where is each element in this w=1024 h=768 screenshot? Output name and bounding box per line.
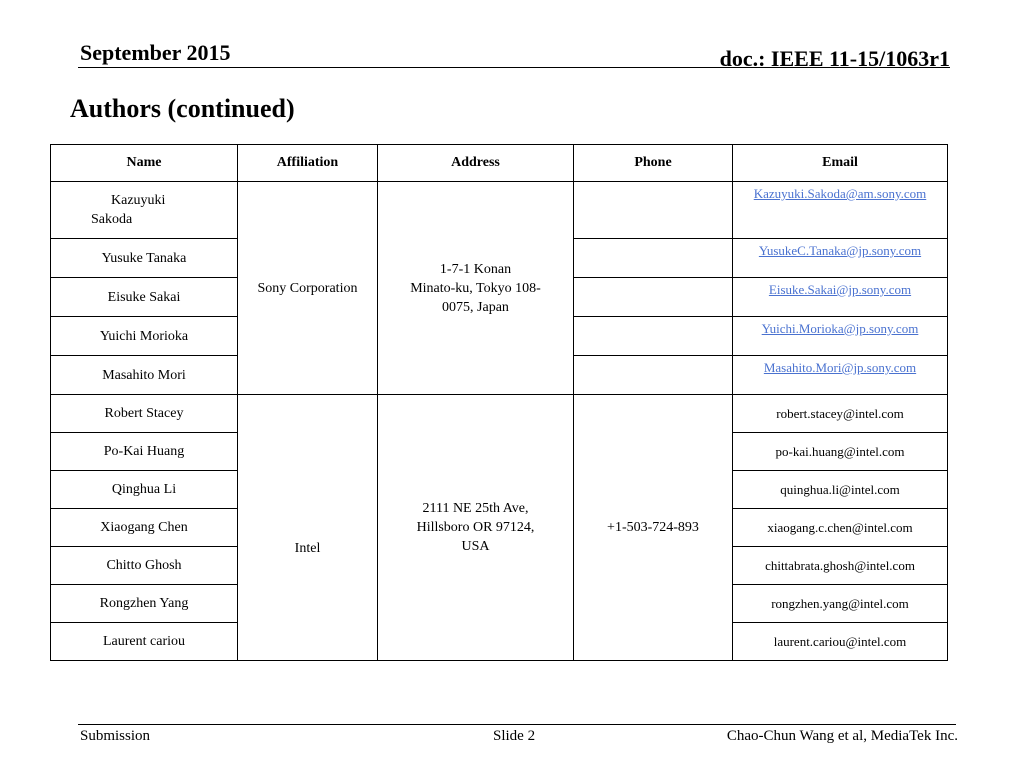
name-cell: Laurent cariou <box>51 623 238 661</box>
affiliation-cell: Sony Corporation <box>238 182 378 395</box>
name-cell: Yuichi Morioka <box>51 317 238 356</box>
column-header-phone: Phone <box>574 145 733 182</box>
email-link[interactable]: Kazuyuki.Sakoda@am.sony.com <box>733 182 948 239</box>
email-cell: quinghua.li@intel.com <box>733 471 948 509</box>
name-second-line: Sakoda <box>91 212 133 227</box>
name-cell: Chitto Ghosh <box>51 547 238 585</box>
email-link[interactable]: Yuichi.Morioka@jp.sony.com <box>733 317 948 356</box>
column-header-address: Address <box>378 145 574 182</box>
affiliation-cell <box>238 395 378 661</box>
slide-title: Authors (continued) <box>70 94 295 123</box>
header-doc-id: doc.: IEEE 11-15/1063r1 <box>719 46 950 71</box>
footer-submission: Submission <box>80 728 151 744</box>
name-cell <box>51 182 238 239</box>
phone-cell: +1-503-724-893 <box>574 395 733 661</box>
column-header-email: Email <box>733 145 948 182</box>
email-cell: robert.stacey@intel.com <box>733 395 948 433</box>
name-cell: Masahito Mori <box>51 356 238 395</box>
footer-authors: Chao-Chun Wang et al, MediaTek Inc. <box>726 728 958 744</box>
authors-table <box>50 144 948 661</box>
name-cell: Po-Kai Huang <box>51 433 238 471</box>
column-header-affiliation: Affiliation <box>238 145 378 182</box>
email-cell: chittabrata.ghosh@intel.com <box>733 547 948 585</box>
name-cell: Yusuke Tanaka <box>51 239 238 278</box>
affiliation-text: Intel <box>294 541 321 556</box>
email-cell: po-kai.huang@intel.com <box>733 433 948 471</box>
email-cell: rongzhen.yang@intel.com <box>733 585 948 623</box>
table-row <box>51 395 948 433</box>
footer-divider <box>78 724 956 725</box>
address-line: 0075, Japan <box>442 299 509 315</box>
name-cell: Qinghua Li <box>51 471 238 509</box>
phone-cell <box>574 182 733 239</box>
phone-cell <box>574 356 733 395</box>
phone-cell <box>574 317 733 356</box>
address-line: Minato-ku, Tokyo 108- <box>410 280 541 296</box>
email-link[interactable]: YusukeC.Tanaka@jp.sony.com <box>733 239 948 278</box>
email-link[interactable]: Masahito.Mori@jp.sony.com <box>733 356 948 395</box>
address-line: Hillsboro OR 97124, <box>416 520 535 535</box>
phone-cell <box>574 278 733 317</box>
table-header-row <box>51 145 948 182</box>
header-divider <box>78 67 950 68</box>
table-row <box>51 182 948 239</box>
address-line: 2111 NE 25th Ave, <box>422 501 529 516</box>
footer-slide-number: Slide 2 <box>493 728 536 744</box>
phone-cell <box>574 239 733 278</box>
name-cell: Xiaogang Chen <box>51 509 238 547</box>
address-line: 1-7-1 Konan <box>439 261 512 277</box>
name-cell: Eisuke Sakai <box>51 278 238 317</box>
address-cell <box>378 182 574 395</box>
email-cell: xiaogang.c.chen@intel.com <box>733 509 948 547</box>
email-cell: laurent.cariou@intel.com <box>733 623 948 661</box>
name-cell: Robert Stacey <box>51 395 238 433</box>
column-header-name: Name <box>51 145 238 182</box>
name-cell: Rongzhen Yang <box>51 585 238 623</box>
email-link[interactable]: Eisuke.Sakai@jp.sony.com <box>733 278 948 317</box>
address-cell <box>378 395 574 661</box>
address-line: USA <box>461 539 490 554</box>
header-date: September 2015 <box>80 40 231 65</box>
name-first-line: Kazuyuki <box>111 193 166 208</box>
